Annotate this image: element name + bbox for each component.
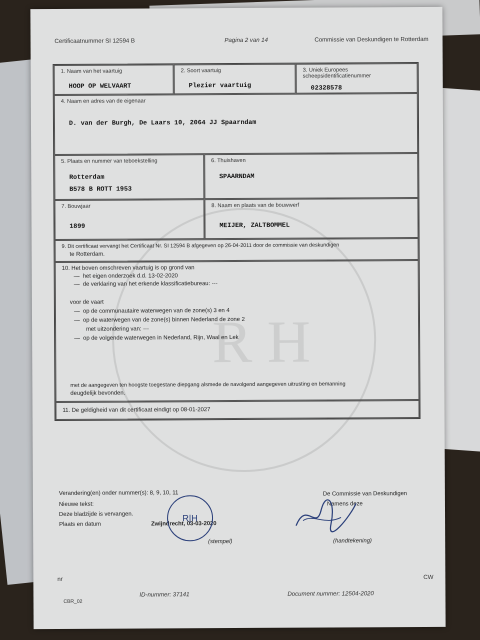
field-shipyard <box>204 198 418 239</box>
field-replaces <box>55 238 419 262</box>
field-value: Rotterdam <box>69 173 105 181</box>
bullet-text: op de volgende waterwegen in Nederland, Rijn, Waal en Lek <box>83 334 239 342</box>
field-value: MEIJER, ZALTBOMMEL <box>219 221 290 230</box>
field-owner <box>54 93 418 155</box>
field-eni <box>296 63 418 94</box>
field-value: Plezier vaartuig <box>188 81 252 90</box>
field-build-year <box>54 199 204 240</box>
bullet-class-bureau: — de verklaring van het erkende klassificatiebureau: --- <box>73 281 218 288</box>
bullet-waterways: — op de volgende waterwegen in Nederland, Rijn, Waal en Lek <box>74 334 239 342</box>
field-registration <box>54 154 204 200</box>
field-vessel-name <box>54 64 174 95</box>
watermark-rh: R H <box>211 308 311 376</box>
authority: Commissie van Deskundigen te Rotterdam <box>314 36 429 44</box>
bullet-text: op de waterwegen van de zone(s) binnen Nederland de zone 2 <box>83 316 245 324</box>
bullet-zones: — op de communautaire waterwegen van de zone(s) 3 en 4 <box>73 308 230 315</box>
field-validity <box>55 400 419 420</box>
page-replaced-text: Deze bladzijde is vervangen. <box>59 511 134 518</box>
validity-text: 11. De geldigheid van dit certificaat eindigt op 08-01-2027 <box>62 407 211 414</box>
footer-right: CW <box>423 574 434 582</box>
place-date-value: Zwijndrecht, 03-03-2020 <box>151 521 217 528</box>
field-vessel-type <box>174 64 296 95</box>
field-value: D. van der Burgh, De Laars 10, 2064 JJ Spaarndam <box>68 118 257 127</box>
certificate-table <box>53 62 421 421</box>
footer-document-number: Document nummer: 12504-2020 <box>287 591 374 598</box>
field-value: B578 B ROTT 1953 <box>69 185 132 193</box>
field-label: 2. Soort vaartuig <box>180 68 222 75</box>
field-approval <box>55 260 420 402</box>
field-label: 5. Plaats en nummer van teboekstelling <box>61 158 158 165</box>
commission-line: De Commissie van Deskundigen <box>322 491 408 498</box>
approval-end1: met de aangegeven ten hoogste toegestane diepgang alsmede de navolgend aangegeven uitrusting en bemanning <box>70 381 346 389</box>
certificate-number: Certificaatnummer SI 12594 B <box>54 38 135 45</box>
replaces-line1: 9. Dit certificaat vervangt het Certificaat Nr. SI 12594 B afgegeven op 26-04-2011 door de commissie van deskundigen <box>61 242 340 250</box>
commission-behalf: Namens deze <box>326 501 363 508</box>
place-date-label: Plaats en datum <box>59 521 102 528</box>
bullet-text: de verklaring van het erkende klassificatiebureau: --- <box>82 281 218 288</box>
field-value: HOOP OP WELVAART <box>68 82 132 90</box>
replaces-line2: te Rotterdam. <box>69 251 105 258</box>
approval-end2: deugdelijk bevonden. <box>70 390 126 397</box>
field-label: 4. Naam en adres van de eigenaar <box>60 98 146 105</box>
stamp-label: (stempel) <box>208 539 233 546</box>
bullet-own-inspection: — het eigen onderzoek d.d. 13-02-2020 <box>73 273 178 280</box>
changes-line: Verandering(en) onder nummer(s): 8, 9, 10, 11 <box>58 490 179 497</box>
official-stamp: R|H <box>167 495 213 541</box>
page-header <box>55 37 429 51</box>
bullet-nl-zone: — op de waterwegen van de zone(s) binnen Nederland de zone 2 <box>73 316 245 324</box>
field-label: 6. Thuishaven <box>211 157 246 165</box>
field-value: 02328578 <box>310 84 343 92</box>
approval-voor: voor de vaart <box>69 299 104 306</box>
signature-scribble <box>291 495 361 535</box>
bullet-text: op de communautaire waterwegen van de zone(s) 3 en 4 <box>82 308 230 315</box>
bullet-text: het eigen onderzoek d.d. 13-02-2020 <box>82 273 178 280</box>
footer-nr: nr <box>57 576 63 583</box>
field-label: 7. Bouwjaar <box>61 203 91 210</box>
new-text-label: Nieuwe tekst: <box>58 501 94 508</box>
field-label: 3. Uniek Europees scheepsidentificatienummer <box>302 67 371 80</box>
footer-id: ID-nummer: 37141 <box>139 592 190 599</box>
certificate-page <box>30 7 445 629</box>
field-label: 8. Naam en plaats van de bouwwerf <box>211 202 300 210</box>
approval-intro: 10. Het boven omschreven vaartuig is op grond van <box>61 265 195 272</box>
signature-label: (handtekening) <box>333 538 372 545</box>
footer-code: CBR_02 <box>63 598 83 605</box>
field-value: 1899 <box>69 222 86 230</box>
field-label: 1. Naam van het vaartuig <box>60 68 123 75</box>
field-home-port <box>204 153 418 199</box>
page-number: Pagina 2 van 14 <box>224 37 268 45</box>
bullet-exception: met uitzondering van: --- <box>86 326 149 333</box>
field-value: SPAARNDAM <box>219 172 255 181</box>
